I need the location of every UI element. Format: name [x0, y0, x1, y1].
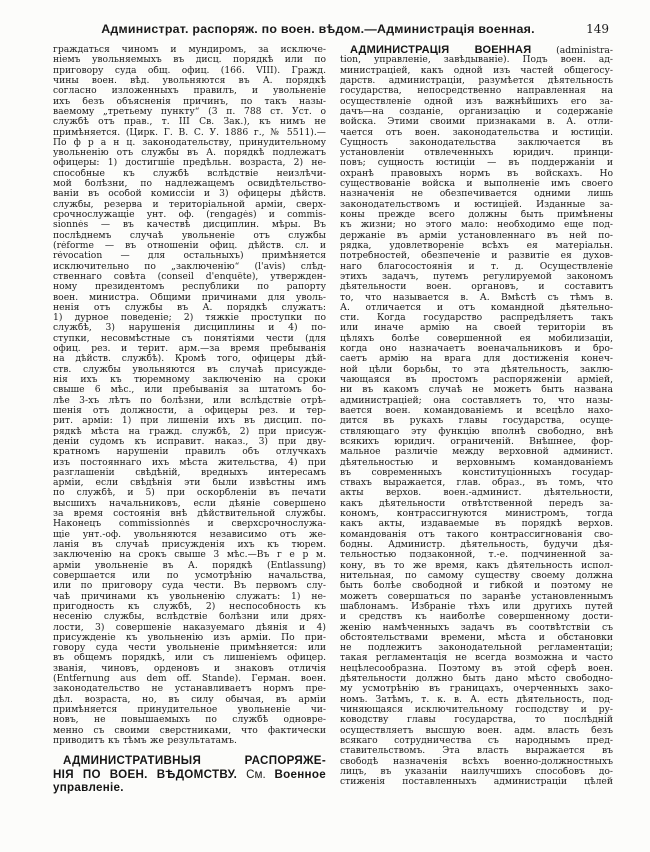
text-line: стиженія поставленныхъ администраціи цѣлей	[340, 777, 613, 788]
text-line: Наконецъ commissionnés и сверхсрочнослужа-	[53, 519, 326, 530]
text-line: дѣятельности должно быть дано мѣсто свободно-	[340, 674, 613, 685]
body-text-block	[340, 45, 613, 788]
text-line: службѣ отъ прав., т. III Св. Зак.), къ нимъ не	[53, 117, 326, 128]
text-line: несенію службы, вслѣдствіе болѣзни или дрях-	[53, 612, 326, 623]
running-header	[53, 22, 613, 38]
text-line: révocation — для остальныхъ) примѣняется	[53, 251, 326, 262]
text-line: охранѣ правовыхъ нормъ въ войскахъ. Но	[340, 168, 613, 179]
text-line: АДМИНИСТРАЦІЯ ВОЕННАЯ (administra-	[350, 45, 613, 56]
text-line: ваемому „третьему пункту“ (3 п. 788 ст. Уст. о	[53, 106, 326, 117]
text-line: государства, непосредственно направленная на	[340, 86, 613, 97]
text-line: новъ, не повышаемыхъ по службѣ одновре-	[53, 715, 326, 726]
text-line: въ общемъ порядкѣ, или съ лишеніемъ офицер.	[53, 653, 326, 664]
text-line: всякихъ юридич. ограниченій. Внѣшнее, фор-	[340, 436, 613, 447]
text-line: ніемъ увольняемыхъ въ дисц. порядкѣ или по	[53, 55, 326, 66]
text-line: мой болѣзни, по надлежащемъ освидѣтельство-	[53, 179, 326, 190]
text-line: дѣл. возраста, но, въ силу обычая, въ арміи	[53, 694, 326, 705]
text-line: лицъ, въ указаніи наилучшихъ способовъ до-	[340, 766, 613, 777]
text-line: совершается или по усмотрѣнію начальства,	[53, 570, 326, 581]
text-line: можетъ совершаться по заранѣе установленнымъ	[340, 591, 613, 602]
text-line: ной цѣли борьбы, то эта дѣятельность, заклю-	[340, 364, 613, 375]
text-line: мальное различіе между верховной админист.	[340, 447, 613, 458]
text-line: примѣняется принудительное увольненіе чи-	[53, 705, 326, 715]
text-columns	[53, 45, 613, 852]
text-line: за время состоянія внѣ дѣйствительной службы.	[53, 509, 326, 520]
text-line: министраціей, какъ одной изъ частей общегосу-	[340, 65, 613, 76]
text-line: законодательство не устанавливаетъ нормъ пре-	[53, 684, 326, 695]
text-line: дачъ—на созданіе, организацію и содержаніе	[340, 106, 613, 117]
text-line: арміи увольненіе въ А. порядкѣ (Entlassung)	[53, 560, 326, 571]
text-line: ваніи въ особой комиссіи и 3) офицеры дѣйств.	[53, 189, 326, 200]
text-line: АДМИНИСТРАТИВНЫЯ РАСПОРЯЖЕ-	[63, 754, 326, 768]
left-column	[53, 45, 326, 852]
text-line: въ современныхъ конституціонныхъ государ-	[340, 467, 613, 478]
text-line: срочнослужащіе унт. оф. (rengagés) и commis-	[53, 210, 326, 220]
text-line: ствахъ выражается, глав. образ., въ томъ, что	[340, 478, 613, 489]
text-line: держаніе въ арміи установленнаго въ ней по-	[340, 230, 613, 241]
text-line: дится въ рукахъ главы государства, осуще-	[340, 416, 613, 427]
text-line: существованіе войска и выполненіе имъ своего	[340, 179, 613, 190]
text-line: вается воен. командованіемъ и всецѣло нахо-	[340, 405, 613, 416]
text-line: наго благосостоянія и т. д. Осуществленіе	[340, 261, 613, 272]
text-line: по службѣ, и 5) при оскорбленіи въ печати	[53, 488, 326, 499]
text-line: лости, 3) совершеніе наказуемаго дѣянія и 4)	[53, 622, 326, 633]
text-line: или по приговору суда чести. Въ первомъ слу-	[53, 581, 326, 592]
text-line: всякаго сотрудничества съ народнымъ пред-	[340, 735, 613, 746]
text-line: тельностью подзаконной, т.-е. подчиненной за-	[340, 550, 613, 561]
text-line: способные къ службѣ вслѣдствіе неизлѣчи-	[53, 168, 326, 179]
text-line: шаблонамъ. Избраніе тѣхъ или другихъ путей	[340, 601, 613, 612]
text-line: увольненію отъ службы въ А. порядкѣ подлежатъ	[53, 148, 326, 159]
text-line: 1) дурное поведеніе; 2) тяжкіе проступки по	[53, 313, 326, 324]
text-line: приговору суда общ. офиц. (166. VIII). Гражд.	[53, 65, 326, 76]
text-line: цѣляхъ болѣе совершенной ея мобилизаціи,	[340, 333, 613, 344]
text-line: изъ постояннаго ихъ мѣста жительства, 4) при	[53, 457, 326, 468]
text-line: назначенія не обезпечивается одними лишь	[340, 189, 613, 200]
text-line: заключенію на срокъ свыше 3 мѣс.—Въ г е р м.	[53, 550, 326, 561]
text-line: саетъ армію на врага для достиженія конеч-	[340, 354, 613, 365]
text-line: ствляющаго эту функцію вполнѣ свободно, внѣ	[340, 426, 613, 437]
text-line: дарств. администраціи, разумѣется дѣятельность	[340, 75, 613, 86]
text-line: sionnés — въ качествѣ дисциплин. мѣры. Въ	[53, 220, 326, 231]
text-line: ственнаго совѣта (conseil d'enquête), утвержден-	[53, 271, 326, 282]
text-line: ководству главы государства, то послѣдній	[340, 715, 613, 726]
text-line: менно съ своими сверстниками, что фактически	[53, 725, 326, 736]
text-line: деніи судомъ къ исправит. наказ., 3) при дву-	[53, 436, 326, 447]
text-line: высшихъ начальниковъ, если дѣяніе совершено	[53, 498, 326, 509]
text-line: не подлежитъ законодательной регламентаціи;	[340, 643, 613, 654]
text-line: женію намѣченныхъ задачъ въ соотвѣтствіи съ	[340, 622, 613, 633]
text-line: службы, резерва и територіальной арміи, сверх-	[53, 199, 326, 210]
body-text-block	[53, 45, 326, 746]
text-line: и средствъ къ наиболѣе совершенному дости-	[340, 612, 613, 623]
page-number: 149	[586, 22, 609, 36]
text-line: званія, чиновъ, орденовъ и знаковъ отличія	[53, 663, 326, 674]
text-line: кратномъ нарушеніи правилъ объ отлучкахъ	[53, 447, 326, 458]
text-line: дѣятельностью и верховнымъ командованіемъ	[340, 457, 613, 468]
text-line: акты верхов. воен.-админист. дѣятельности,	[340, 488, 613, 499]
text-line: лѣе 3-хъ лѣтъ по болѣзни, или вслѣдствіе отрѣ-	[53, 395, 326, 406]
text-line: рит. арміи: 1) при лишеніи ихъ въ дисцип. по-	[53, 416, 326, 427]
text-line: свыше 6 мѣс., или пребыванія за штатомъ бо-	[53, 385, 326, 396]
text-line: рядка, удовлетвореніе всѣхъ ея матеріальн.	[340, 240, 613, 251]
text-line: офиц. рез. и терит. арм.—за время пребыванія	[53, 344, 326, 355]
text-line: номъ. Затѣмъ, т. к. в. А. есть дѣятельность, под-	[340, 694, 613, 705]
text-line: офицеры: 1) достигшіе предѣльн. возраста, 2) не-	[53, 158, 326, 169]
text-line: арміи, если свѣдѣнія эти были извѣстны имъ	[53, 478, 326, 489]
text-line: ни въ какомъ случаѣ не можетъ быть названа	[340, 385, 613, 396]
text-line: НІЯ ПО ВОЕН. ВѢДОМСТВУ. См. Военное	[53, 767, 326, 781]
text-line: воен. министра. Общими причинами для уволь-	[53, 292, 326, 303]
text-line: повъ; сущность юстиціи — въ поддержаніи и	[340, 158, 613, 169]
text-line: пригодность къ службѣ, 2) неспособность къ	[53, 601, 326, 612]
text-line: службѣ, 3) нарушенія дисциплины и 4) по-	[53, 323, 326, 334]
text-line: шенія отъ должности, а офицеры рез. и тер-	[53, 405, 326, 416]
text-line: чается отъ воен. законодательства и юстиціи.	[340, 127, 613, 138]
text-line: когда оно назначаетъ военачальниковъ и бро-	[340, 344, 613, 355]
text-line: рядкѣ мѣста на гражд. службѣ, 2) при присуж-	[53, 426, 326, 437]
text-line: дѣятельности воен. органовъ, и составитъ	[340, 282, 613, 293]
text-line: то, что называется в. А. Вмѣстѣ съ тѣмъ в.	[340, 292, 613, 303]
text-line: Сущность законодательства заключается въ	[340, 137, 613, 148]
text-line: кономъ, контрассигнуются министромъ, тогда	[340, 509, 613, 520]
text-line: чаѣ причинами къ увольненію служатъ: 1) не-	[53, 591, 326, 602]
text-line: ств. службы увольняются въ случаѣ присужде-	[53, 364, 326, 375]
right-column	[340, 45, 613, 852]
text-line: осуществленіе одной изъ важнѣйшихъ его за-	[340, 96, 613, 107]
text-line: ставительствомъ. Эта власть выражается въ	[340, 746, 613, 757]
text-line: говору суда чести увольненіе примѣняется: или	[53, 643, 326, 654]
text-line: такая регламентація не всегда возможна и часто	[340, 653, 613, 664]
text-line: По ф р а н ц. законодательству, принудительному	[53, 137, 326, 148]
text-line: потребностей, обезпеченіе и развитіе ея духов-	[340, 251, 613, 262]
text-line: какъ дѣятельности отвѣтственной передъ за-	[340, 498, 613, 509]
text-line: къ жизни; но этого мало: необходимо еще под-	[340, 220, 613, 231]
text-line: этихъ задачъ, путемъ регулируемой закономъ	[340, 271, 613, 282]
text-line: щіе унт.-оф. увольняются независимо отъ же-	[53, 529, 326, 540]
text-line: примѣняется. (Цирк. Г. В. С. У. 1886 г., № 5511).—	[53, 127, 326, 138]
text-line: коны прежде всего должны быть примѣнены	[340, 210, 613, 220]
text-line: войска. Этими своими признаками в. А. отли-	[340, 117, 613, 128]
text-line: ихъ безъ объясненія причинъ, по такъ назы-	[53, 96, 326, 107]
text-line: разглашеніи свѣдѣній, вредныхъ интересамъ	[53, 467, 326, 478]
running-header-title: Администрат. распоряж. по воен. вѣдом.—Администрація военная.	[101, 22, 535, 36]
text-line: му усмотрѣнію въ границахъ, очерченныхъ зако-	[340, 684, 613, 695]
text-line: tion, управленіе, завѣдываніе). Подъ воен. ад-	[340, 55, 613, 66]
text-line: ненія отъ службы въ А. порядкѣ служатъ:	[53, 302, 326, 313]
entry-heading	[53, 754, 326, 794]
text-line: командованія отъ такого контрассигнованія сво-	[340, 529, 613, 540]
text-line: управленіе.	[53, 781, 124, 795]
text-line: ланія въ случаѣ присужденія ихъ къ тюрем.	[53, 540, 326, 550]
text-line: кону, въ то же время, какъ дѣятельность испол-	[340, 560, 613, 571]
text-line: граждаться чиномъ и мундиромъ, за исключе-	[53, 45, 326, 55]
text-line: законодательствомъ и юстиціей. Изданные за-	[340, 199, 613, 210]
text-line: свободѣ назначенія всѣхъ военно-должностныхъ	[340, 756, 613, 767]
text-line: согласно изложенныхъ правилъ, и увольненіе	[53, 86, 326, 97]
text-line: или иначе армію на своей територіи въ	[340, 323, 613, 334]
text-line: быть болѣе свободной и гибкой и поэтому не	[340, 581, 613, 592]
text-line: (Entfernung aus dem off. Stande). Герман. воен.	[53, 674, 326, 685]
text-line: ному президентомъ республики по рапорту	[53, 282, 326, 293]
text-line: послѣднемъ случаѣ увольненіе отъ службы	[53, 230, 326, 241]
text-line: присужденіе къ увольненію изъ арміи. По при-	[53, 632, 326, 643]
text-line: нецѣлесообразна. Поэтому въ этой сферѣ воен.	[340, 663, 613, 674]
text-line: обстоятельствами времени, мѣста и обстановки	[340, 632, 613, 643]
text-line: чины воен. вѣд. увольняются въ А. порядкѣ	[53, 75, 326, 86]
text-line: установленіи отвлеченныхъ юридич. принци-	[340, 148, 613, 159]
text-line: (réforme — въ отношеніи офиц. дѣйств. сл. и	[53, 240, 326, 251]
text-line: чающаяся въ простомъ распоряженіи арміей,	[340, 375, 613, 385]
text-line: А. отличается и отъ командной дѣятельно-	[340, 302, 613, 313]
text-line: нія ихъ къ тюремному заключенію на сроки	[53, 375, 326, 385]
text-line: чиняющаяся исключительному господству и ру-	[340, 705, 613, 715]
text-line: нительная, по самому существу своему должна	[340, 570, 613, 581]
text-line: ступки, несовмѣстные съ понятіями чести (для	[53, 333, 326, 344]
text-line: сти. Когда государство распредѣляетъ такъ	[340, 313, 613, 324]
text-line: бодны. Администр. дѣятельность, будучи дѣя-	[340, 540, 613, 550]
text-line: какъ акты, издаваемые въ порядкѣ верхов.	[340, 519, 613, 530]
text-line: исключительно по „заключенію“ (l'avis) слѣд-	[53, 261, 326, 272]
text-line: на дѣйств. службѣ). Кромѣ того, офицеры дѣй-	[53, 354, 326, 365]
text-line: администраціей; она составляетъ то, что назы-	[340, 395, 613, 406]
text-line: приводитъ къ тѣмъ же результатамъ.	[53, 735, 237, 746]
text-line: осуществляетъ высшую воен. адм. власть безъ	[340, 725, 613, 736]
